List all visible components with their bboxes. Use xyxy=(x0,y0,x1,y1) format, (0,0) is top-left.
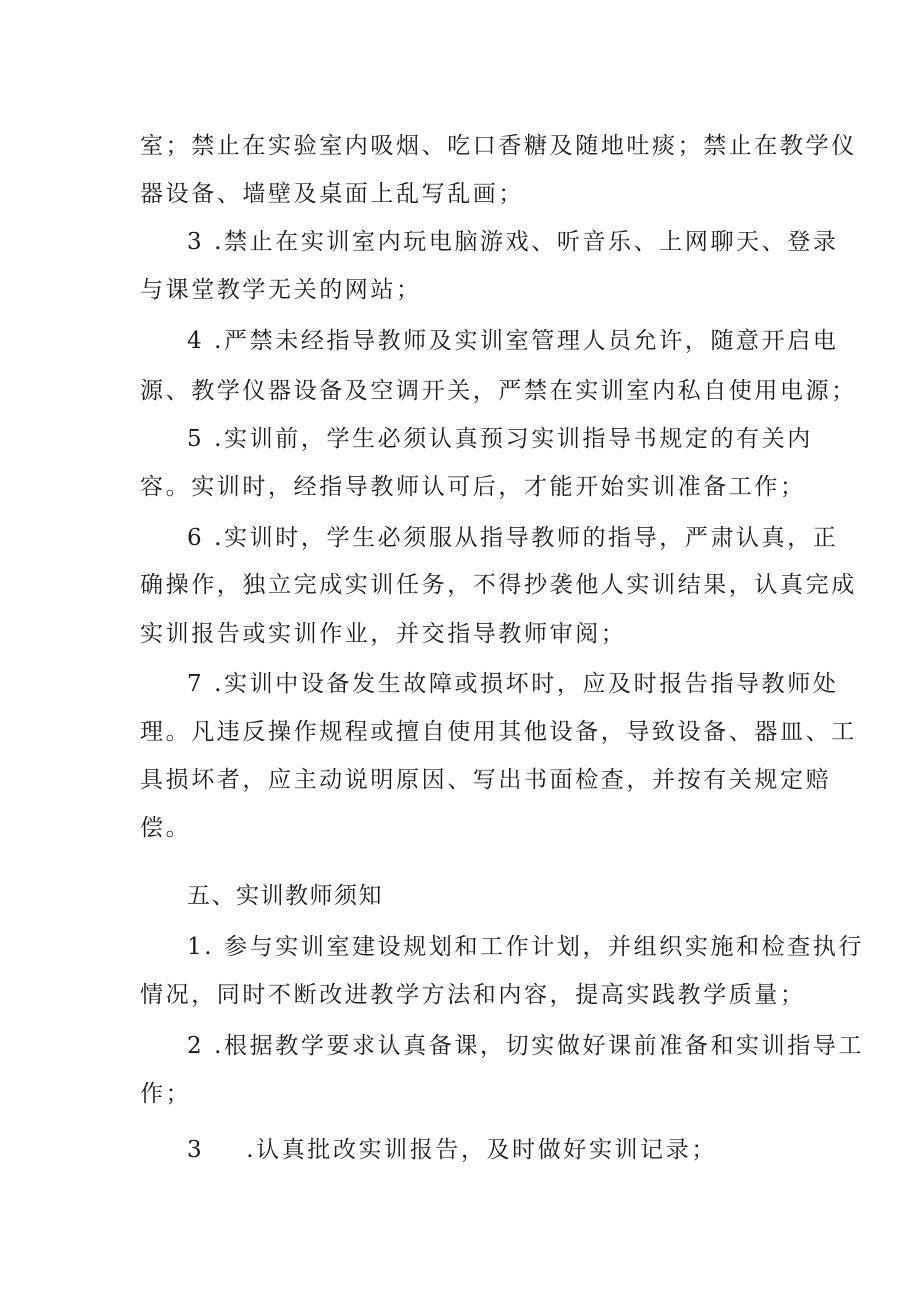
section-heading: 五、实训教师须知 xyxy=(187,883,383,909)
text-line: 室；禁止在实验室内吸烟、吃口香糖及随地吐痰；禁止在教学仪 xyxy=(140,133,857,159)
text-line: 容。实训时，经指导教师认可后，才能开始实训准备工作； xyxy=(140,474,806,500)
text-line: 具损坏者，应主动说明原因、写出书面检查，并按有关规定赔 xyxy=(140,767,832,793)
list-item-4-line: 4 .严禁未经指导教师及实训室管理人员允许，随意开启电 xyxy=(187,328,839,354)
text-line: 与课堂教学无关的网站； xyxy=(140,277,422,303)
text-line: 确操作，独立完成实训任务，不得抄袭他人实训结果，认真完成 xyxy=(140,572,857,598)
text-line: 实训报告或实训作业，并交指导教师审阅； xyxy=(140,621,627,647)
list-item-3b-line xyxy=(187,1130,800,1170)
text-line: 源、教学仪器设备及空调开关，严禁在实训室内私自使用电源； xyxy=(140,378,857,404)
text-line: 理。凡违反操作规程或擅自使用其他设备，导致设备、器皿、工 xyxy=(140,719,857,745)
text-line: 器设备、墙壁及桌面上乱写乱画； xyxy=(140,181,524,207)
list-number: 3 xyxy=(187,1137,205,1163)
list-item-7-line: 7 .实训中设备发生故障或损坏时，应及时报告指导教师处 xyxy=(187,671,839,697)
list-text: .认真批改实训报告，及时做好实训记录； xyxy=(246,1137,717,1163)
list-item-5-line: 5 .实训前，学生必须认真预习实训指导书规定的有关内 xyxy=(187,426,813,452)
list-item-1-line: 1. 参与实训室建设规划和工作计划，并组织实施和检查执行 xyxy=(187,934,865,960)
text-line: 情况，同时不断改进教学方法和内容，提高实践教学质量； xyxy=(140,982,806,1008)
text-line: 作； xyxy=(140,1081,192,1107)
list-item-2-line: 2 .根据教学要求认真备课，切实做好课前准备和实训指导工 xyxy=(187,1033,865,1059)
list-item-6-line: 6 .实训时，学生必须服从指导教师的指导，严肃认真，正 xyxy=(187,525,839,551)
text-line: 偿。 xyxy=(140,815,192,841)
list-item-3-line: 3 .禁止在实训室内玩电脑游戏、听音乐、上网聊天、登录 xyxy=(187,229,839,255)
